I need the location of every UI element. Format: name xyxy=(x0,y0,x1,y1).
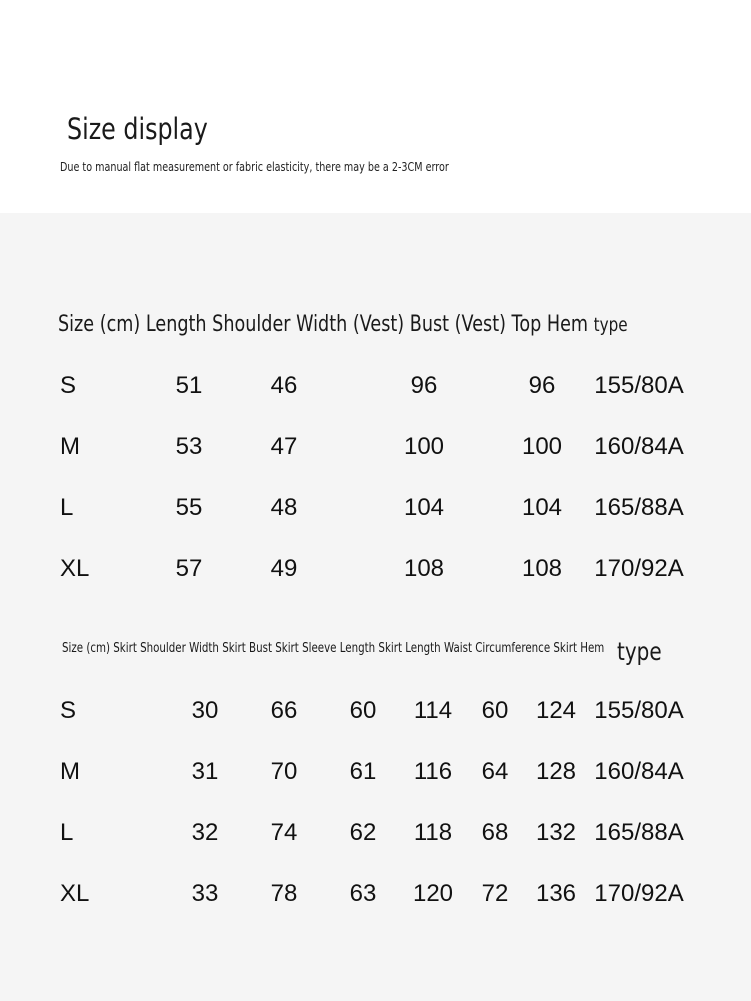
cell-bust: 104 xyxy=(403,494,445,521)
measurement-note: Due to manual flat measurement or fabric elasticity, there may be a 2-3CM error xyxy=(60,160,449,174)
cell-size: S xyxy=(60,697,77,724)
cell-length: 55 xyxy=(175,494,203,521)
cell-skirt-length: 116 xyxy=(413,758,453,785)
cell-type: 165/88A xyxy=(594,819,684,846)
cell-skirt-length: 114 xyxy=(413,697,453,724)
cell-type: 170/92A xyxy=(594,880,684,907)
cell-skirt-bust: 74 xyxy=(270,819,298,846)
cell-bust: 100 xyxy=(403,433,445,460)
cell-skirt-sleeve-length: 62 xyxy=(349,819,377,846)
cell-size: XL xyxy=(60,880,90,907)
cell-skirt-hem: 136 xyxy=(535,880,577,907)
cell-skirt-bust: 66 xyxy=(270,697,298,724)
table2-header: Size (cm) Skirt Shoulder Width Skirt Bust Skirt Sleeve Length Skirt Length Waist Circumference Skirt Hem xyxy=(62,641,605,656)
cell-top-hem: 100 xyxy=(521,433,563,460)
cell-type: 170/92A xyxy=(594,555,684,582)
cell-type: 160/84A xyxy=(594,758,684,785)
cell-skirt-hem: 128 xyxy=(535,758,577,785)
table1-header-main: Size (cm) Length Shoulder Width (Vest) Bust (Vest) Top Hem xyxy=(58,312,589,337)
cell-type: 160/84A xyxy=(594,433,684,460)
cell-shoulder-width: 48 xyxy=(270,494,298,521)
header-area xyxy=(0,0,751,213)
cell-top-hem: 108 xyxy=(521,555,563,582)
cell-top-hem: 96 xyxy=(528,372,556,399)
table1-header xyxy=(58,312,628,337)
cell-skirt-hem: 132 xyxy=(535,819,577,846)
page-title: Size display xyxy=(67,112,208,146)
cell-waist-circumference: 72 xyxy=(481,880,509,907)
table2-header-type: type xyxy=(617,637,662,666)
cell-skirt-shoulder-width: 31 xyxy=(191,758,219,785)
cell-size: M xyxy=(60,758,80,785)
cell-size: L xyxy=(60,819,74,846)
cell-bust: 96 xyxy=(410,372,438,399)
cell-skirt-hem: 124 xyxy=(535,697,577,724)
cell-size: S xyxy=(60,372,77,399)
cell-skirt-shoulder-width: 33 xyxy=(191,880,219,907)
cell-skirt-bust: 70 xyxy=(270,758,298,785)
cell-bust: 108 xyxy=(403,555,445,582)
cell-skirt-sleeve-length: 60 xyxy=(349,697,377,724)
cell-waist-circumference: 68 xyxy=(481,819,509,846)
cell-size: XL xyxy=(60,555,90,582)
cell-shoulder-width: 46 xyxy=(270,372,298,399)
cell-size: L xyxy=(60,494,74,521)
cell-length: 53 xyxy=(175,433,203,460)
cell-top-hem: 104 xyxy=(521,494,563,521)
cell-type: 155/80A xyxy=(594,697,684,724)
cell-type: 155/80A xyxy=(594,372,684,399)
cell-skirt-bust: 78 xyxy=(270,880,298,907)
cell-size: M xyxy=(60,433,80,460)
cell-shoulder-width: 47 xyxy=(270,433,298,460)
table1-header-type: type xyxy=(593,314,628,336)
cell-length: 51 xyxy=(175,372,203,399)
cell-waist-circumference: 60 xyxy=(481,697,509,724)
cell-skirt-shoulder-width: 30 xyxy=(191,697,219,724)
cell-skirt-sleeve-length: 63 xyxy=(349,880,377,907)
cell-skirt-sleeve-length: 61 xyxy=(349,758,377,785)
cell-waist-circumference: 64 xyxy=(481,758,509,785)
cell-length: 57 xyxy=(175,555,203,582)
cell-skirt-length: 120 xyxy=(412,880,454,907)
cell-skirt-length: 118 xyxy=(413,819,453,846)
cell-type: 165/88A xyxy=(594,494,684,521)
cell-shoulder-width: 49 xyxy=(270,555,298,582)
cell-skirt-shoulder-width: 32 xyxy=(191,819,219,846)
